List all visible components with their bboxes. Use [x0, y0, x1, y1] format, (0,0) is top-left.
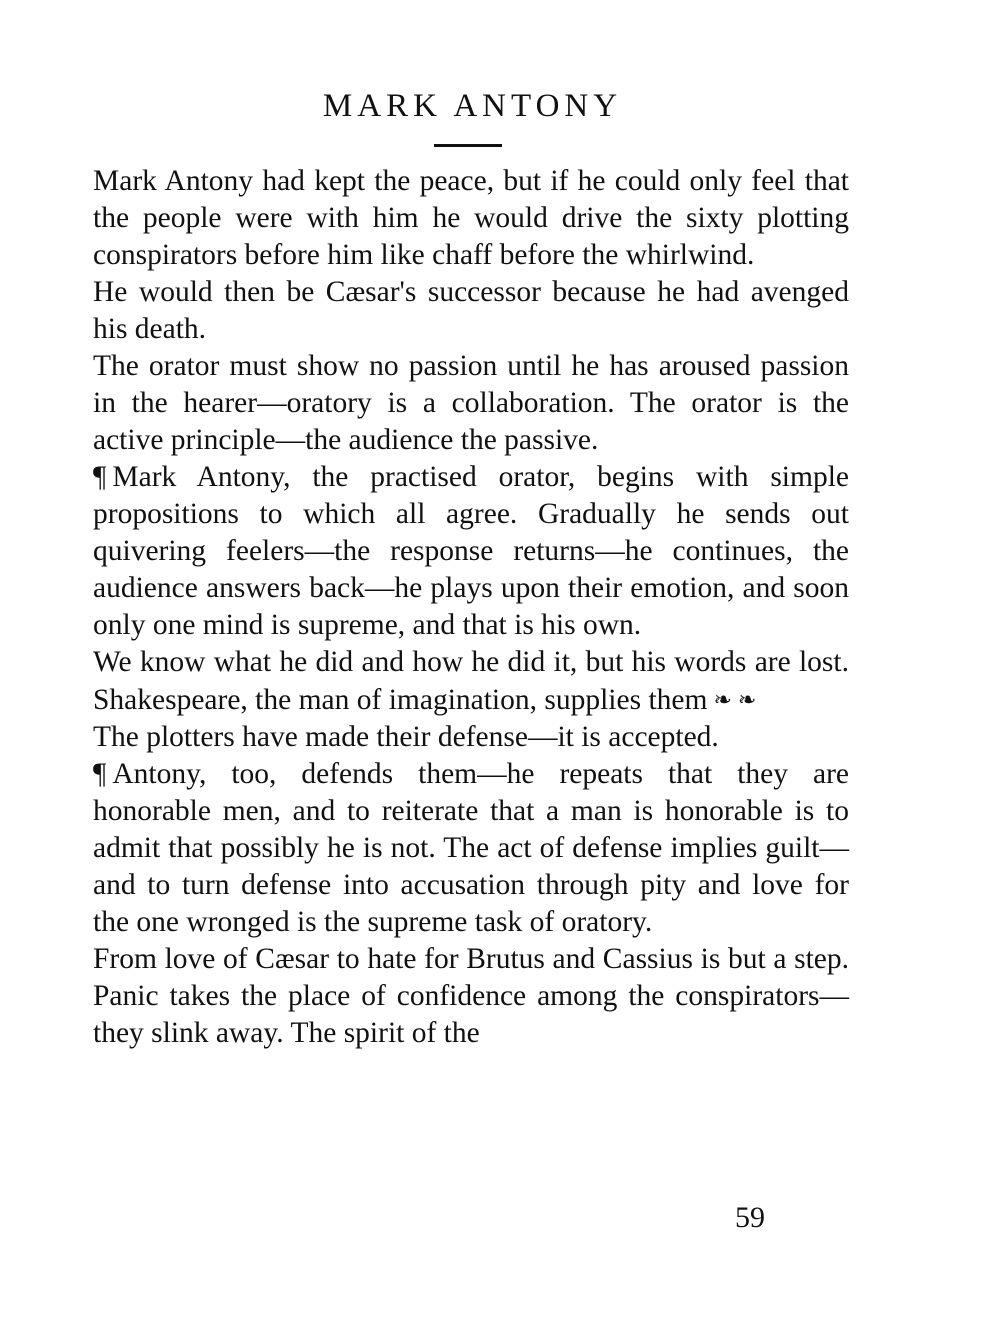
- paragraph-7-text: Antony, too, defends them—he repeats that they are honorable men, and to reiterate that a man is honorable is to admit that possibly he is not. The act of defense implies guilt—and to turn defense into accusation through pity and love for the one wronged is the supreme task of oratory.: [93, 758, 849, 938]
- paragraph-3: The orator must show no passion until he has aroused passion in the hearer—oratory is a collaboration. The orator is the active principle—the audience the passive.: [93, 350, 849, 456]
- paragraph-7: [93, 756, 849, 941]
- running-head-title: MARK ANTONY: [322, 88, 623, 124]
- paragraph-5-text: We know what he did and how he did it, but his words are lost. Shakespeare, the man of imagination, supplies them: [93, 646, 849, 716]
- paragraph-4: [93, 459, 849, 644]
- page-number: 59: [735, 1201, 765, 1234]
- title-rule: [434, 144, 502, 147]
- fleuron-ornament-icon: ❧❧: [713, 687, 763, 712]
- pilcrow-icon: ¶: [93, 758, 107, 790]
- paragraph-4-text: Mark Antony, the practised orator, begins with simple propositions to which all agree. Gradually he sends out quivering feelers—the response returns—he continues, the audience answers back—he plays upon their emotion, and soon only one mind is supreme, and that is his own.: [93, 461, 849, 641]
- body-text: [93, 163, 849, 1052]
- paragraph-1: Mark Antony had kept the peace, but if he could only feel that the people were with him he would drive the sixty plotting conspirators before him like chaff before the whirlwind.: [93, 165, 849, 271]
- paragraph-2: He would then be Cæsar's successor because he had avenged his death.: [93, 276, 849, 345]
- paragraph-8: From love of Cæsar to hate for Brutus and Cassius is but a step. Panic takes the place of confidence among the conspirators—they slink away. The spirit of the: [93, 943, 849, 1049]
- paragraph-5: [93, 644, 849, 719]
- pilcrow-icon: ¶: [93, 461, 107, 493]
- paragraph-6: The plotters have made their defense—it is accepted.: [93, 721, 719, 753]
